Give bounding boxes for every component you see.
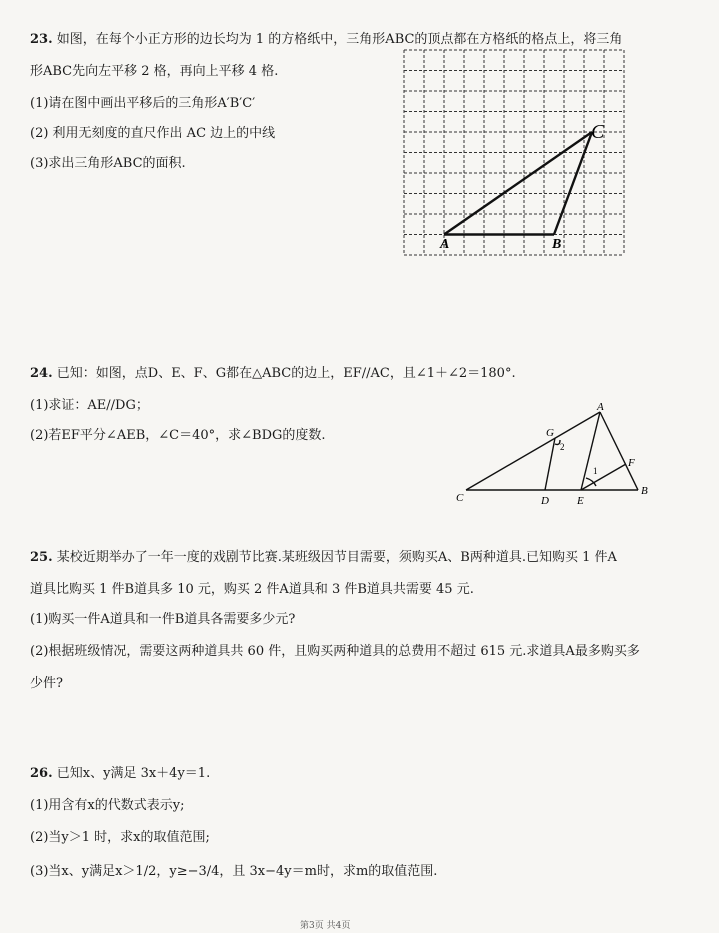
q23-number: 23. <box>30 32 53 47</box>
q24-sub1: (1)求证：AE//DG； <box>30 398 149 413</box>
q26-line1 <box>30 762 210 781</box>
label-a: A <box>597 401 604 413</box>
q23-grid-figure <box>404 50 624 255</box>
label-g: G <box>546 427 554 439</box>
label-b: B <box>552 237 562 252</box>
figure-lines <box>466 412 638 490</box>
q25-number: 25. <box>30 550 53 565</box>
q26-sub3: (3)当x、y满足x＞1/2，y≥−3/4，且 3x−4y＝m时，求m的取值范围. <box>30 864 438 879</box>
q26-sub1: (1)用含有x的代数式表示y; <box>30 798 185 813</box>
q24-number: 24. <box>30 366 53 381</box>
q25-sub1: (1)购买一件A道具和一件B道具各需要多少元? <box>30 612 296 627</box>
label-e: E <box>577 495 584 507</box>
angle-1-label: 1 <box>593 466 598 476</box>
q26-sub2: (2)当y＞1 时，求x的取值范围; <box>30 830 210 845</box>
q24-line1 <box>30 362 516 381</box>
page-footer: 第3页 共4页 <box>300 921 351 931</box>
q23-sub2: (2) 利用无刻度的直尺作出 AC 边上的中线 <box>30 126 276 141</box>
label-a: A <box>440 237 450 252</box>
q24-triangle-figure <box>456 400 666 510</box>
q25-line2: 道具比购买 1 件B道具多 10 元，购买 2 件A道具和 3 件B道具共需要 45 元. <box>30 582 474 597</box>
q25-line1 <box>30 546 617 565</box>
label-d: D <box>541 495 549 507</box>
q26-number: 26. <box>30 766 53 781</box>
label-c: C <box>591 121 605 143</box>
q23-sub1: (1)请在图中画出平移后的三角形A′B′C′ <box>30 96 256 111</box>
q23-text: 如图，在每个小正方形的边长均为 1 的方格纸中，三角形ABC的顶点都在方格纸的格点上，将三角 <box>56 32 623 47</box>
label-c: C <box>456 492 464 504</box>
label-f: F <box>628 457 635 469</box>
q25-text: 某校近期举办了一年一度的戏剧节比赛.某班级因节目需要，须购买A、B两种道具.已知购买 1 件A <box>56 550 617 565</box>
q26-text: 已知x、y满足 3x＋4y＝1. <box>56 766 211 781</box>
q24-text: 已知：如图，点D、E、F、G都在△ABC的边上，EF//AC，且∠1＋∠2＝180°. <box>56 366 516 381</box>
angle-2-label: 2 <box>560 442 565 452</box>
q23-sub3: (3)求出三角形ABC的面积. <box>30 156 186 171</box>
q25-sub2b: 少件? <box>30 676 63 691</box>
q23-line1 <box>30 28 622 47</box>
q23-line2: 形ABC先向左平移 2 格，再向上平移 4 格. <box>30 64 279 79</box>
grid-lines <box>404 50 624 255</box>
triangle-abc <box>444 132 592 235</box>
q25-sub2: (2)根据班级情况，需要这两种道具共 60 件，且购买两种道具的总费用不超过 615 元.求道具A最多购买多 <box>30 644 640 659</box>
q24-sub2: (2)若EF平分∠AEB，∠C＝40°，求∠BDG的度数. <box>30 428 326 443</box>
label-b: B <box>641 485 648 497</box>
